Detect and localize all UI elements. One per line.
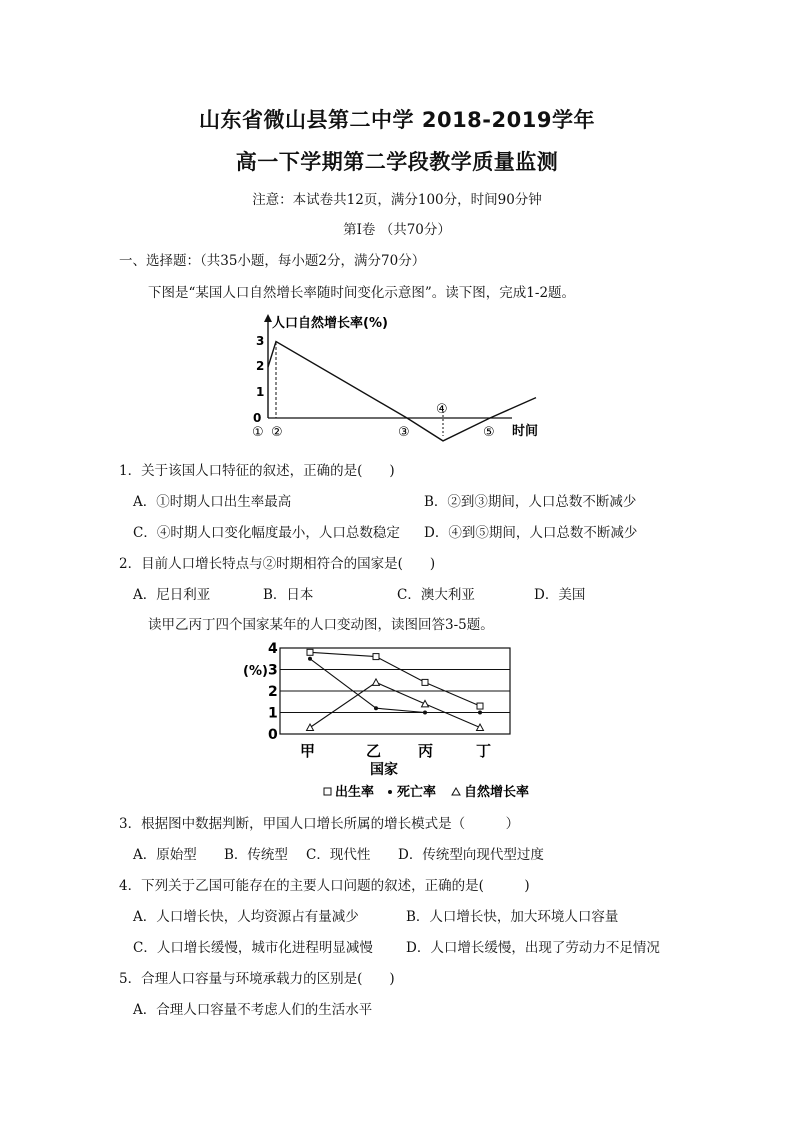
volume-heading: 第Ⅰ卷 （共70分） bbox=[343, 222, 451, 238]
question-3-option-b: B．传统型 bbox=[224, 847, 288, 863]
chart2-line-natural-growth bbox=[310, 682, 480, 727]
question-3-option-c: C．现代性 bbox=[306, 847, 371, 863]
chart2-line-birth-rate bbox=[310, 652, 480, 706]
chart2-point-natural-growth-2 bbox=[422, 700, 429, 707]
legend-natural-growth: 自然增长率 bbox=[464, 785, 530, 800]
question-2-option-d: D．美国 bbox=[534, 587, 586, 603]
chart2-point-birth-rate-3 bbox=[477, 703, 483, 709]
chart1-ytick-2: 2 bbox=[256, 359, 265, 373]
legend-birth-rate: 出生率 bbox=[335, 785, 375, 800]
chart2-ytick-0: 0 bbox=[268, 727, 278, 743]
chart2-population-change bbox=[240, 642, 550, 802]
chart1-intro: 下图是“某国人口自然增长率随时间变化示意图”。读下图，完成1-2题。 bbox=[148, 285, 576, 301]
question-1-option-b: B．②到③期间，人口总数不断减少 bbox=[424, 494, 637, 510]
chart2-ytick-1: 1 bbox=[268, 705, 278, 722]
question-2-option-a: A．尼日利亚 bbox=[133, 587, 211, 603]
legend-death-rate: 死亡率 bbox=[397, 785, 437, 800]
chart2-y-label: (%) bbox=[243, 664, 268, 679]
chart2-category-2: 丙 bbox=[418, 742, 434, 760]
question-4-option-b: B．人口增长快，加大环境人口容量 bbox=[406, 909, 619, 925]
chart1-marker-1: ① bbox=[252, 425, 264, 440]
question-4-option-c: C．人口增长缓慢，城市化进程明显减慢 bbox=[133, 940, 373, 956]
page-title-line1: 山东省微山县第二中学 2018-2019学年 bbox=[199, 108, 595, 132]
chart2-category-3: 丁 bbox=[476, 742, 492, 760]
chart1-ytick-3: 3 bbox=[256, 334, 265, 348]
chart1-x-label: 时间 bbox=[512, 424, 539, 439]
question-1-option-a: A．①时期人口出生率最高 bbox=[133, 494, 292, 510]
chart2-ytick-3: 3 bbox=[268, 662, 278, 679]
question-4-stem: 4．下列关于乙国可能存在的主要人口问题的叙述，正确的是( ) bbox=[119, 878, 530, 894]
chart2-point-death-rate-1 bbox=[374, 706, 378, 710]
question-3-stem: 3．根据图中数据判断，甲国人口增长所属的增长模式是（ ） bbox=[119, 816, 520, 832]
legend-dot-icon bbox=[388, 790, 392, 794]
chart2-point-natural-growth-1 bbox=[373, 679, 380, 686]
chart2-ytick-4: 4 bbox=[268, 642, 278, 657]
question-2-option-c: C．澳大利亚 bbox=[397, 587, 475, 603]
chart2-ytick-2: 2 bbox=[268, 684, 278, 700]
chart2-point-death-rate-0 bbox=[308, 657, 312, 661]
question-4-option-d: D．人口增长缓慢，出现了劳动力不足情况 bbox=[406, 940, 660, 956]
question-1-stem: 1．关于该国人口特征的叙述，正确的是( ) bbox=[119, 463, 395, 479]
chart2-point-natural-growth-3 bbox=[477, 724, 484, 731]
question-2-option-b: B．日本 bbox=[263, 587, 314, 603]
legend-square-icon bbox=[324, 788, 331, 795]
chart2-x-label: 国家 bbox=[370, 762, 398, 778]
question-5-option-a: A．合理人口容量不考虑人们的生活水平 bbox=[133, 1002, 373, 1018]
question-5-stem: 5．合理人口容量与环境承载力的区别是( ) bbox=[119, 971, 395, 987]
chart1-natural-growth-rate bbox=[250, 310, 550, 444]
question-4-option-a: A．人口增长快，人均资源占有量减少 bbox=[133, 909, 359, 925]
chart1-y-label: 人口自然增长率(%) bbox=[272, 316, 388, 331]
section-heading: 一、选择题：（共35小题，每小题2分，满分70分） bbox=[119, 253, 426, 269]
chart2-category-0: 甲 bbox=[300, 742, 316, 760]
chart1-y-arrow-icon bbox=[264, 314, 272, 322]
chart1-marker-3: ③ bbox=[398, 425, 410, 440]
question-3-option-a: A．原始型 bbox=[133, 847, 197, 863]
chart2-category-1: 乙 bbox=[366, 742, 382, 760]
question-1-option-c: C．④时期人口变化幅度最小，人口总数稳定 bbox=[133, 525, 400, 541]
chart1-marker-4: ④ bbox=[436, 402, 448, 417]
chart2-point-birth-rate-0 bbox=[307, 649, 313, 655]
legend-triangle-icon bbox=[452, 788, 460, 795]
chart2-point-birth-rate-2 bbox=[422, 679, 428, 685]
chart1-marker-2: ② bbox=[271, 425, 283, 440]
exam-notice: 注意：本试卷共12页，满分100分，时间90分钟 bbox=[252, 192, 542, 208]
chart2-point-death-rate-2 bbox=[423, 711, 427, 715]
chart1-marker-5: ⑤ bbox=[483, 425, 495, 440]
chart1-ytick-0: 0 bbox=[253, 411, 262, 425]
chart1-ytick-1: 1 bbox=[256, 385, 265, 399]
chart2-intro: 读甲乙丙丁四个国家某年的人口变动图，读图回答3-5题。 bbox=[148, 617, 494, 633]
chart2-point-death-rate-3 bbox=[478, 711, 482, 715]
chart2-point-birth-rate-1 bbox=[373, 654, 379, 660]
question-2-stem: 2．目前人口增长特点与②时期相符合的国家是( ) bbox=[119, 556, 436, 572]
question-3-option-d: D．传统型向现代型过度 bbox=[398, 847, 544, 863]
chart2-legend bbox=[324, 784, 529, 800]
question-1-option-d: D．④到⑤期间，人口总数不断减少 bbox=[424, 525, 638, 541]
page-title-line2: 高一下学期第二学段教学质量监测 bbox=[235, 150, 559, 174]
chart2-point-natural-growth-0 bbox=[307, 724, 314, 731]
